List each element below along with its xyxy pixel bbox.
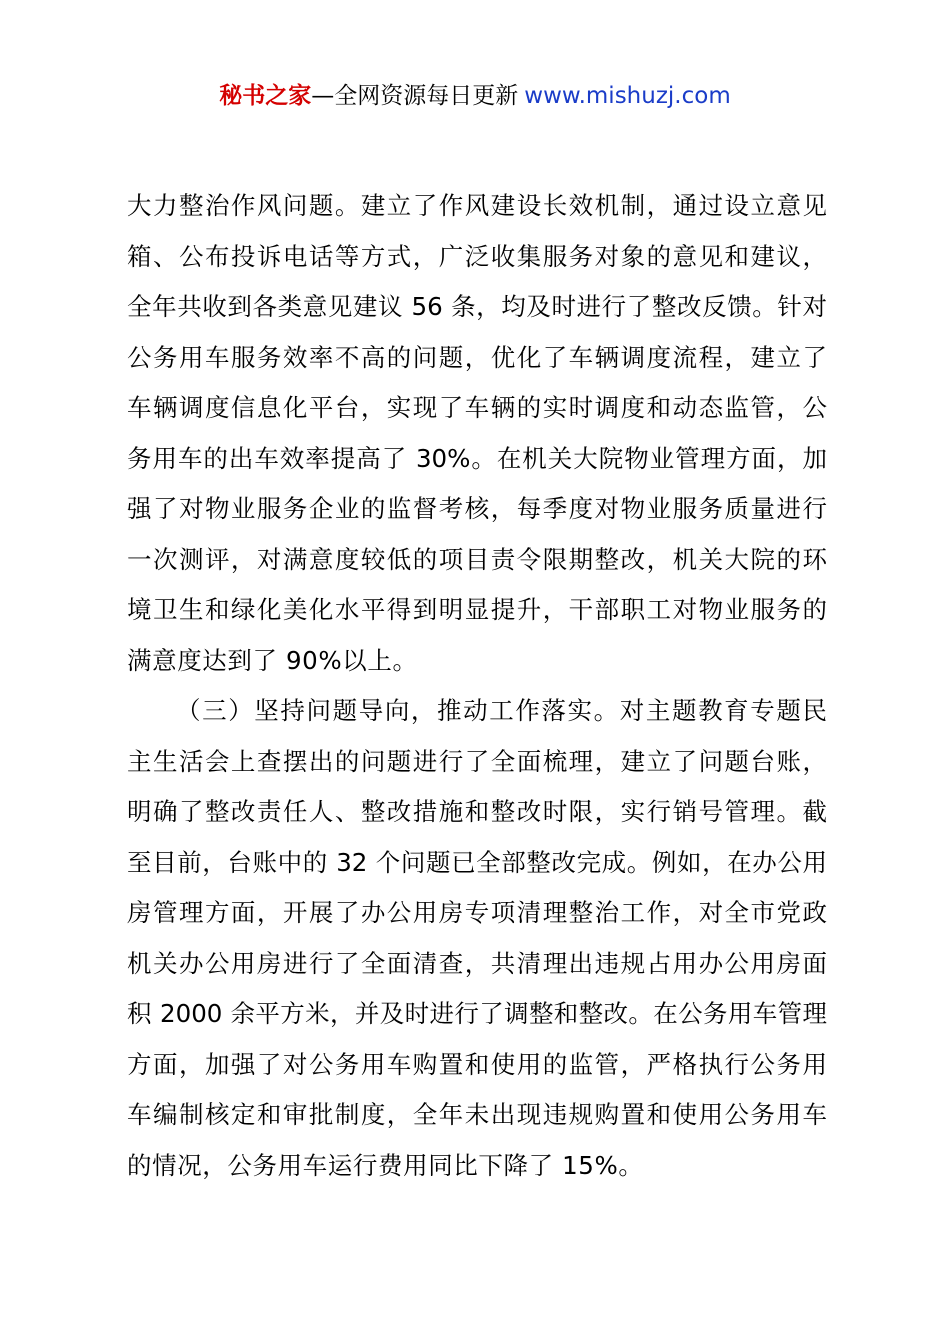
text-line: 境卫生和绿化美化水平得到明显提升，干部职工对物业服务的 <box>127 595 827 624</box>
text-line: 箱、公布投诉电话等方式，广泛收集服务对象的意见和建议， <box>127 241 827 271</box>
section-heading-line: （三）坚持问题导向，推动工作落实。对主题教育专题民 <box>176 696 827 725</box>
text-line: 至目前，台账中的 32 个问题已全部整改完成。例如，在办公用 <box>127 847 827 877</box>
text-line: 全年共收到各类意见建议 56 条，均及时进行了整改反馈。针对 <box>127 292 827 321</box>
text-line: 大力整治作风问题。建立了作风建设长效机制，通过设立意见 <box>127 191 827 220</box>
text-line: 房管理方面，开展了办公用房专项清理整治工作，对全市党政 <box>127 898 827 927</box>
text-line: 方面，加强了对公务用车购置和使用的监管，严格执行公务用 <box>127 1049 827 1079</box>
text-line: 务用车的出车效率提高了 30%。在机关大院物业管理方面，加 <box>127 443 827 473</box>
text-line: 主生活会上查摆出的问题进行了全面梳理，建立了问题台账， <box>127 746 827 776</box>
paragraph-end-line: 满意度达到了 90%以上。 <box>127 645 418 675</box>
header-slogan: —全网资源每日更新 <box>311 83 519 109</box>
text-line: 一次测评，对满意度较低的项目责令限期整改，机关大院的环 <box>127 544 827 574</box>
text-line: 强了对物业服务企业的监督考核，每季度对物业服务质量进行 <box>127 494 827 523</box>
text-line: 车辆调度信息化平台，实现了车辆的实时调度和动态监管，公 <box>127 393 827 422</box>
page-header <box>0 80 950 112</box>
text-line: 公务用车服务效率不高的问题，优化了车辆调度流程，建立了 <box>127 342 827 372</box>
paragraph-end-line: 的情况，公务用车运行费用同比下降了 15%。 <box>127 1150 644 1180</box>
text-line: 明确了整改责任人、整改措施和整改时限，实行销号管理。截 <box>127 797 827 826</box>
brand-name: 秘书之家 <box>219 83 312 109</box>
site-url-link[interactable]: www.mishuzj.com <box>524 83 731 109</box>
text-line: 车编制核定和审批制度，全年未出现违规购置和使用公务用车 <box>127 1100 827 1129</box>
document-body <box>127 181 827 1191</box>
text-line: 积 2000 余平方米，并及时进行了调整和整改。在公务用车管理 <box>127 999 827 1028</box>
text-line: 机关办公用房进行了全面清查，共清理出违规占用办公用房面 <box>127 948 827 978</box>
